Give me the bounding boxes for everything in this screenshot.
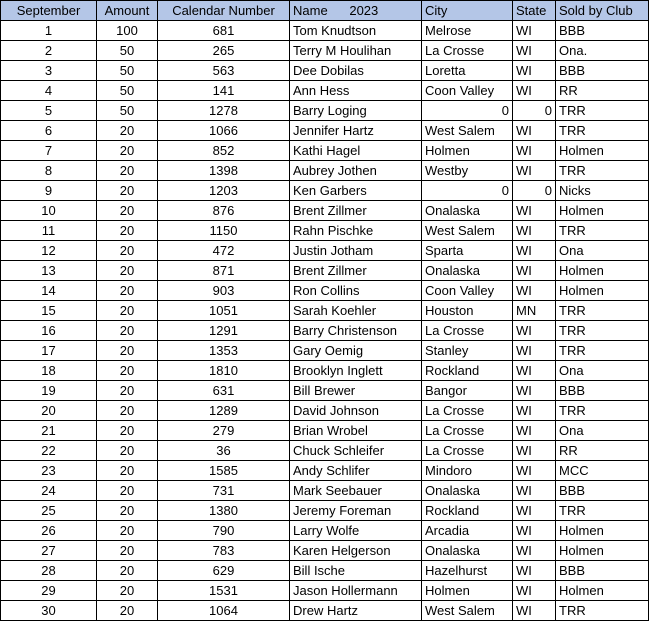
- cell-calendar-number: 472: [158, 241, 290, 261]
- cell-calendar-number: 790: [158, 521, 290, 541]
- cell-city: Bangor: [422, 381, 513, 401]
- cell-amount: 50: [97, 41, 158, 61]
- cell-sold-by-club: MCC: [556, 461, 649, 481]
- table-row: [1, 541, 649, 561]
- cell-amount: 20: [97, 401, 158, 421]
- cell-day: 26: [1, 521, 97, 541]
- cell-day: 6: [1, 121, 97, 141]
- cell-name: Brian Wrobel: [290, 421, 422, 441]
- cell-calendar-number: 631: [158, 381, 290, 401]
- cell-day: 30: [1, 601, 97, 621]
- cell-amount: 20: [97, 261, 158, 281]
- cell-calendar-number: 871: [158, 261, 290, 281]
- cell-city: Hazelhurst: [422, 561, 513, 581]
- cell-calendar-number: 1291: [158, 321, 290, 341]
- table-row: [1, 101, 649, 121]
- cell-sold-by-club: TRR: [556, 301, 649, 321]
- cell-sold-by-club: Holmen: [556, 141, 649, 161]
- cell-amount: 50: [97, 61, 158, 81]
- cell-day: 3: [1, 61, 97, 81]
- cell-name: Ann Hess: [290, 81, 422, 101]
- cell-state: 0: [513, 181, 556, 201]
- cell-calendar-number: 903: [158, 281, 290, 301]
- cell-state: WI: [513, 481, 556, 501]
- table-row: [1, 501, 649, 521]
- cell-city: Onalaska: [422, 261, 513, 281]
- cell-state: WI: [513, 341, 556, 361]
- cell-city: Holmen: [422, 581, 513, 601]
- cell-name: Ron Collins: [290, 281, 422, 301]
- table-row: [1, 361, 649, 381]
- cell-name: Larry Wolfe: [290, 521, 422, 541]
- header-amount: Amount: [97, 1, 158, 21]
- cell-calendar-number: 783: [158, 541, 290, 561]
- cell-day: 14: [1, 281, 97, 301]
- cell-sold-by-club: Ona: [556, 361, 649, 381]
- table-row: [1, 181, 649, 201]
- cell-name: Brooklyn Inglett: [290, 361, 422, 381]
- cell-sold-by-club: BBB: [556, 561, 649, 581]
- cell-day: 5: [1, 101, 97, 121]
- cell-state: WI: [513, 221, 556, 241]
- table-row: [1, 41, 649, 61]
- cell-sold-by-club: TRR: [556, 601, 649, 621]
- cell-day: 21: [1, 421, 97, 441]
- table-row: [1, 21, 649, 41]
- table-row: [1, 441, 649, 461]
- cell-state: WI: [513, 361, 556, 381]
- cell-day: 19: [1, 381, 97, 401]
- cell-calendar-number: 279: [158, 421, 290, 441]
- table-row: [1, 321, 649, 341]
- cell-name: Aubrey Jothen: [290, 161, 422, 181]
- cell-city: 0: [422, 101, 513, 121]
- cell-sold-by-club: TRR: [556, 501, 649, 521]
- cell-sold-by-club: TRR: [556, 341, 649, 361]
- cell-calendar-number: 1066: [158, 121, 290, 141]
- cell-day: 15: [1, 301, 97, 321]
- cell-day: 1: [1, 21, 97, 41]
- cell-city: Holmen: [422, 141, 513, 161]
- table-row: [1, 421, 649, 441]
- table-body: [1, 21, 649, 621]
- cell-calendar-number: 1051: [158, 301, 290, 321]
- cell-sold-by-club: Ona: [556, 421, 649, 441]
- cell-name: Barry Loging: [290, 101, 422, 121]
- cell-state: WI: [513, 561, 556, 581]
- table-row: [1, 601, 649, 621]
- cell-day: 17: [1, 341, 97, 361]
- cell-sold-by-club: BBB: [556, 21, 649, 41]
- cell-city: Westby: [422, 161, 513, 181]
- cell-day: 18: [1, 361, 97, 381]
- cell-sold-by-club: Nicks: [556, 181, 649, 201]
- cell-amount: 20: [97, 141, 158, 161]
- table-row: [1, 341, 649, 361]
- cell-sold-by-club: Ona.: [556, 41, 649, 61]
- cell-amount: 20: [97, 601, 158, 621]
- cell-amount: 20: [97, 521, 158, 541]
- header-row: [1, 1, 649, 21]
- table-row: [1, 161, 649, 181]
- cell-city: La Crosse: [422, 321, 513, 341]
- cell-sold-by-club: Holmen: [556, 201, 649, 221]
- cell-day: 8: [1, 161, 97, 181]
- table-row: [1, 241, 649, 261]
- cell-state: WI: [513, 121, 556, 141]
- cell-calendar-number: 1289: [158, 401, 290, 421]
- cell-day: 7: [1, 141, 97, 161]
- table-row: [1, 221, 649, 241]
- cell-city: Houston: [422, 301, 513, 321]
- cell-name: Kathi Hagel: [290, 141, 422, 161]
- table-row: [1, 561, 649, 581]
- cell-city: Stanley: [422, 341, 513, 361]
- cell-amount: 20: [97, 481, 158, 501]
- cell-state: MN: [513, 301, 556, 321]
- cell-amount: 20: [97, 501, 158, 521]
- cell-city: La Crosse: [422, 41, 513, 61]
- cell-name: Chuck Schleifer: [290, 441, 422, 461]
- cell-amount: 20: [97, 121, 158, 141]
- cell-city: Mindoro: [422, 461, 513, 481]
- cell-state: 0: [513, 101, 556, 121]
- cell-day: 9: [1, 181, 97, 201]
- cell-sold-by-club: Holmen: [556, 261, 649, 281]
- cell-state: WI: [513, 61, 556, 81]
- cell-day: 16: [1, 321, 97, 341]
- cell-name: Bill Ische: [290, 561, 422, 581]
- cell-sold-by-club: BBB: [556, 381, 649, 401]
- cell-state: WI: [513, 461, 556, 481]
- table-row: [1, 201, 649, 221]
- cell-sold-by-club: RR: [556, 441, 649, 461]
- cell-city: Coon Valley: [422, 281, 513, 301]
- cell-state: WI: [513, 281, 556, 301]
- cell-day: 13: [1, 261, 97, 281]
- cell-day: 11: [1, 221, 97, 241]
- cell-calendar-number: 876: [158, 201, 290, 221]
- cell-name: Terry M Houlihan: [290, 41, 422, 61]
- cell-sold-by-club: TRR: [556, 161, 649, 181]
- cell-calendar-number: 1810: [158, 361, 290, 381]
- cell-calendar-number: 1353: [158, 341, 290, 361]
- cell-city: La Crosse: [422, 421, 513, 441]
- cell-state: WI: [513, 501, 556, 521]
- cell-amount: 50: [97, 101, 158, 121]
- table-row: [1, 521, 649, 541]
- cell-state: WI: [513, 421, 556, 441]
- cell-calendar-number: 1203: [158, 181, 290, 201]
- cell-day: 12: [1, 241, 97, 261]
- cell-amount: 20: [97, 561, 158, 581]
- cell-amount: 20: [97, 381, 158, 401]
- cell-sold-by-club: Holmen: [556, 581, 649, 601]
- cell-city: Coon Valley: [422, 81, 513, 101]
- cell-sold-by-club: TRR: [556, 321, 649, 341]
- cell-amount: 20: [97, 241, 158, 261]
- header-calendar-number: Calendar Number: [158, 1, 290, 21]
- cell-sold-by-club: BBB: [556, 61, 649, 81]
- cell-calendar-number: 1531: [158, 581, 290, 601]
- cell-sold-by-club: Holmen: [556, 281, 649, 301]
- cell-calendar-number: 36: [158, 441, 290, 461]
- cell-state: WI: [513, 261, 556, 281]
- cell-name: Justin Jotham: [290, 241, 422, 261]
- cell-state: WI: [513, 201, 556, 221]
- cell-amount: 20: [97, 441, 158, 461]
- cell-state: WI: [513, 541, 556, 561]
- table-row: [1, 61, 649, 81]
- cell-day: 24: [1, 481, 97, 501]
- cell-day: 20: [1, 401, 97, 421]
- cell-city: La Crosse: [422, 401, 513, 421]
- cell-day: 10: [1, 201, 97, 221]
- table-row: [1, 381, 649, 401]
- cell-amount: 100: [97, 21, 158, 41]
- cell-amount: 20: [97, 221, 158, 241]
- cell-state: WI: [513, 161, 556, 181]
- cell-day: 25: [1, 501, 97, 521]
- cell-calendar-number: 731: [158, 481, 290, 501]
- cell-name: Drew Hartz: [290, 601, 422, 621]
- cell-name: Karen Helgerson: [290, 541, 422, 561]
- cell-day: 22: [1, 441, 97, 461]
- cell-city: Melrose: [422, 21, 513, 41]
- header-state: State: [513, 1, 556, 21]
- table-row: [1, 581, 649, 601]
- cell-state: WI: [513, 81, 556, 101]
- cell-city: Arcadia: [422, 521, 513, 541]
- cell-state: WI: [513, 21, 556, 41]
- cell-amount: 20: [97, 361, 158, 381]
- cell-name: Jeremy Foreman: [290, 501, 422, 521]
- cell-amount: 20: [97, 321, 158, 341]
- header-name-label: Name 2023: [293, 3, 379, 18]
- cell-state: WI: [513, 141, 556, 161]
- cell-name: Barry Christenson: [290, 321, 422, 341]
- cell-sold-by-club: TRR: [556, 121, 649, 141]
- cell-sold-by-club: TRR: [556, 401, 649, 421]
- cell-name: Mark Seebauer: [290, 481, 422, 501]
- table-row: [1, 401, 649, 421]
- table-row: [1, 261, 649, 281]
- table-row: [1, 461, 649, 481]
- table-row: [1, 121, 649, 141]
- cell-amount: 20: [97, 461, 158, 481]
- cell-city: La Crosse: [422, 441, 513, 461]
- cell-sold-by-club: Holmen: [556, 541, 649, 561]
- header-sold-by-club: Sold by Club: [556, 1, 649, 21]
- cell-state: WI: [513, 521, 556, 541]
- cell-name: Gary Oemig: [290, 341, 422, 361]
- cell-calendar-number: 1585: [158, 461, 290, 481]
- cell-state: WI: [513, 41, 556, 61]
- cell-day: 2: [1, 41, 97, 61]
- cell-state: WI: [513, 321, 556, 341]
- cell-calendar-number: 681: [158, 21, 290, 41]
- cell-amount: 20: [97, 421, 158, 441]
- cell-city: West Salem: [422, 601, 513, 621]
- cell-sold-by-club: RR: [556, 81, 649, 101]
- cell-name: Dee Dobilas: [290, 61, 422, 81]
- cell-city: Sparta: [422, 241, 513, 261]
- cell-calendar-number: 1398: [158, 161, 290, 181]
- cell-city: Onalaska: [422, 201, 513, 221]
- cell-name: Ken Garbers: [290, 181, 422, 201]
- table-row: [1, 301, 649, 321]
- cell-amount: 20: [97, 341, 158, 361]
- cell-sold-by-club: Ona: [556, 241, 649, 261]
- cell-state: WI: [513, 581, 556, 601]
- table-row: [1, 81, 649, 101]
- cell-sold-by-club: TRR: [556, 101, 649, 121]
- cell-amount: 50: [97, 81, 158, 101]
- cell-state: WI: [513, 401, 556, 421]
- cell-name: Brent Zillmer: [290, 201, 422, 221]
- cell-amount: 20: [97, 161, 158, 181]
- header-city: City: [422, 1, 513, 21]
- header-name: [290, 1, 422, 21]
- header-september: September: [1, 1, 97, 21]
- cell-calendar-number: 1150: [158, 221, 290, 241]
- cell-sold-by-club: BBB: [556, 481, 649, 501]
- cell-name: David Johnson: [290, 401, 422, 421]
- cell-amount: 20: [97, 201, 158, 221]
- cell-state: WI: [513, 441, 556, 461]
- cell-city: Loretta: [422, 61, 513, 81]
- cell-amount: 20: [97, 541, 158, 561]
- cell-name: Andy Schlifer: [290, 461, 422, 481]
- cell-city: Rockland: [422, 361, 513, 381]
- cell-day: 23: [1, 461, 97, 481]
- cell-amount: 20: [97, 181, 158, 201]
- cell-name: Sarah Koehler: [290, 301, 422, 321]
- cell-city: 0: [422, 181, 513, 201]
- cell-name: Brent Zillmer: [290, 261, 422, 281]
- cell-amount: 20: [97, 281, 158, 301]
- cell-state: WI: [513, 601, 556, 621]
- cell-calendar-number: 1064: [158, 601, 290, 621]
- cell-city: Onalaska: [422, 541, 513, 561]
- cell-sold-by-club: Holmen: [556, 521, 649, 541]
- cell-city: West Salem: [422, 121, 513, 141]
- cell-name: Bill Brewer: [290, 381, 422, 401]
- cell-day: 28: [1, 561, 97, 581]
- table-row: [1, 481, 649, 501]
- cell-calendar-number: 1278: [158, 101, 290, 121]
- cell-sold-by-club: TRR: [556, 221, 649, 241]
- cell-day: 27: [1, 541, 97, 561]
- cell-amount: 20: [97, 301, 158, 321]
- cell-calendar-number: 1380: [158, 501, 290, 521]
- cell-calendar-number: 563: [158, 61, 290, 81]
- cell-name: Jason Hollermann: [290, 581, 422, 601]
- cell-amount: 20: [97, 581, 158, 601]
- table-row: [1, 281, 649, 301]
- cell-state: WI: [513, 381, 556, 401]
- cell-calendar-number: 265: [158, 41, 290, 61]
- cell-city: Onalaska: [422, 481, 513, 501]
- cell-calendar-number: 852: [158, 141, 290, 161]
- cell-day: 29: [1, 581, 97, 601]
- cell-day: 4: [1, 81, 97, 101]
- cell-calendar-number: 629: [158, 561, 290, 581]
- table-row: [1, 141, 649, 161]
- cell-city: West Salem: [422, 221, 513, 241]
- cell-calendar-number: 141: [158, 81, 290, 101]
- cell-name: Rahn Pischke: [290, 221, 422, 241]
- cell-name: Jennifer Hartz: [290, 121, 422, 141]
- cell-name: Tom Knudtson: [290, 21, 422, 41]
- cell-city: Rockland: [422, 501, 513, 521]
- cell-state: WI: [513, 241, 556, 261]
